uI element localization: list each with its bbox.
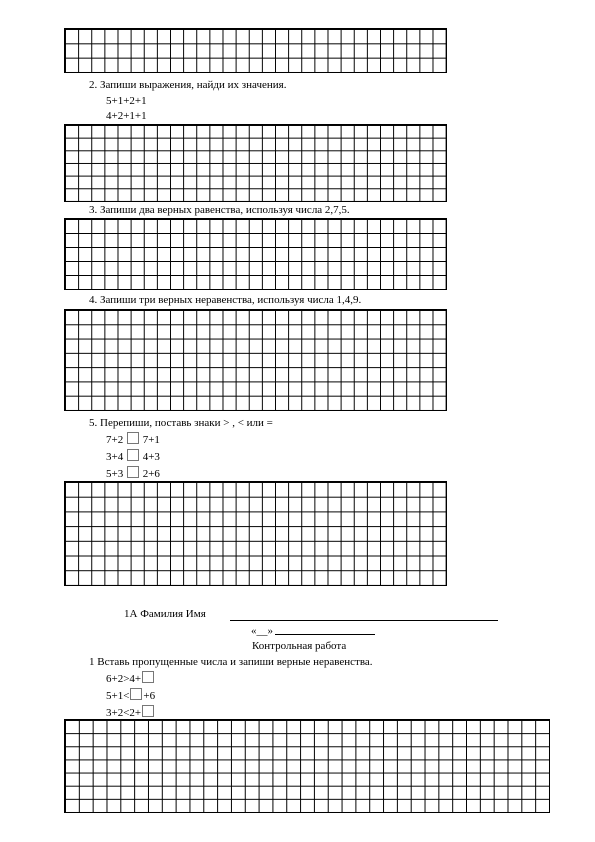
student-name-line [230,620,498,621]
task-5-heading: 5. Перепиши, поставь знаки > , < или = [89,417,273,429]
task-5-right: 4+3 [142,451,160,463]
answer-box[interactable] [142,671,154,683]
task-5-right: 2+6 [142,468,160,480]
task-5-row [106,466,160,481]
answer-box[interactable] [127,466,139,478]
answer-grid-task-4 [64,309,447,411]
answer-grid-task-5 [64,481,447,586]
task-2-expression-1: 5+1+2+1 [106,95,147,107]
answer-box[interactable] [127,432,139,444]
task-4-heading: 4. Запиши три верных неравенства, используя числа 1,4,9. [89,294,362,306]
task-1-before: 3+2<2+ [106,707,142,719]
task-5-left: 3+4 [106,451,124,463]
task-5-right: 7+1 [142,434,160,446]
task-5-left: 5+3 [106,468,124,480]
answer-box[interactable] [127,449,139,461]
date-label: «__» [251,625,273,637]
task-1-after: +6 [143,690,156,702]
task-1-before: 5+1< [106,690,130,702]
task-1-row [106,705,155,720]
answer-box[interactable] [142,705,154,717]
task-1-row [106,688,155,703]
task-1-heading: 1 Вставь пропущенные числа и запиши верные неравенства. [89,656,373,668]
task-2-heading: 2. Запиши выражения, найди их значения. [89,79,287,91]
answer-grid-task-3 [64,218,447,290]
task-1-before: 6+2>4+ [106,673,142,685]
task-3-heading: 3. Запиши два верных равенства, используя числа 2,7,5. [89,204,350,216]
task-1-row [106,671,155,686]
answer-grid-task-1 [64,719,550,813]
answer-box[interactable] [130,688,142,700]
answer-grid-top [64,28,447,73]
task-5-left: 7+2 [106,434,124,446]
task-5-row [106,432,160,447]
sheet-title: Контрольная работа [252,640,347,652]
task-2-expression-2: 4+2+1+1 [106,110,147,122]
answer-grid-task-2 [64,124,447,202]
student-name-label: 1А Фамилия Имя [124,608,206,620]
task-5-row [106,449,160,464]
date-line [275,634,375,635]
